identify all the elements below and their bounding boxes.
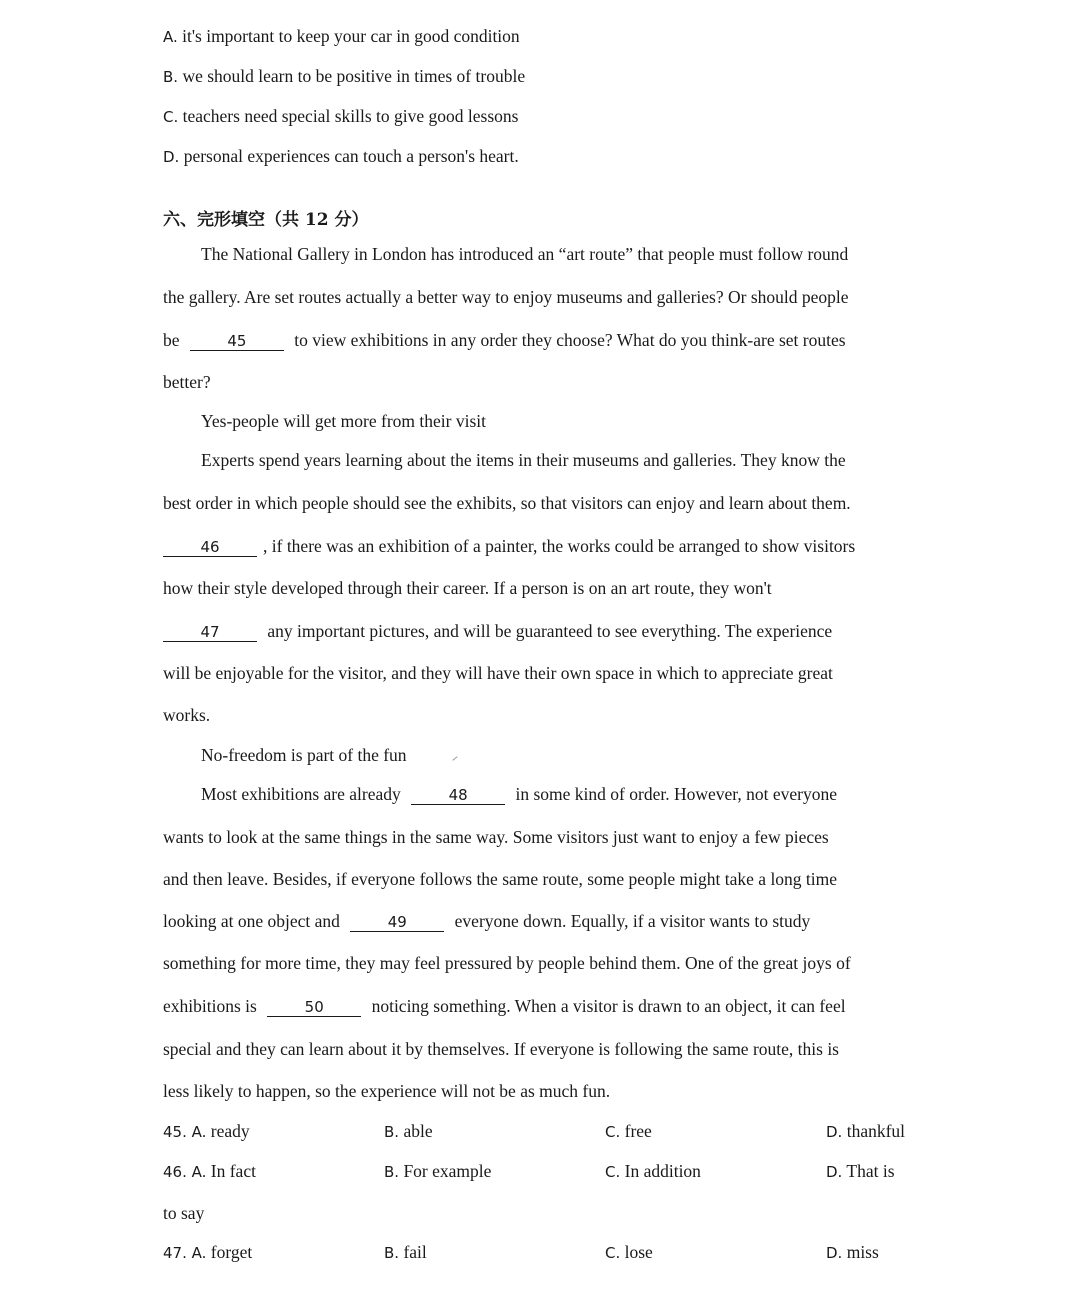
passage-line: less likely to happen, so the experience will not be as much fun. (163, 1081, 611, 1101)
prev-option-a: A. it's important to keep your car in good condition (163, 26, 520, 46)
passage-line: Most exhibitions are already 48 in some kind of order. However, not everyone (201, 784, 838, 804)
passage-line: special and they can learn about it by themselves. If everyone is following the same route, this is (163, 1039, 839, 1059)
blank-46: 46 (163, 539, 257, 557)
passage-line: will be enjoyable for the visitor, and they will have their own space in which to appreciate great (163, 663, 833, 683)
q47-option-a: 47. A. forget (163, 1242, 253, 1262)
q45-option-a: 45. A. ready (163, 1121, 250, 1141)
blank-45: 45 (190, 333, 284, 351)
passage-line: The National Gallery in London has introduced an “art route” that people must follow round (201, 244, 849, 264)
q46-option-d: D. That is (826, 1161, 895, 1181)
q47-option-d: D. miss (826, 1242, 879, 1262)
blank-49: 49 (350, 914, 444, 932)
passage-line: looking at one object and 49 everyone down. Equally, if a visitor wants to study (163, 911, 811, 931)
passage-line: best order in which people should see the exhibits, so that visitors can enjoy and learn about them. (163, 493, 851, 513)
prev-option-c: C. teachers need special skills to give good lessons (163, 106, 519, 126)
blank-50: 50 (267, 999, 361, 1017)
section-title: 六、完形填空（共 12 分） (163, 210, 369, 230)
passage-line: better? (163, 372, 211, 392)
blank-47: 47 (163, 624, 257, 642)
q46-option-c: C. In addition (605, 1161, 701, 1181)
passage-line: 47 any important pictures, and will be guaranteed to see everything. The experience (163, 621, 832, 642)
passage-line: something for more time, they may feel pressured by people behind them. One of the great joys of (163, 953, 851, 973)
passage-line: the gallery. Are set routes actually a better way to enjoy museums and galleries? Or should people (163, 287, 849, 307)
passage-line: works. (163, 705, 211, 725)
passage-line: wants to look at the same things in the same way. Some visitors just want to enjoy a few pieces (163, 827, 829, 847)
q47-option-c: C. lose (605, 1242, 653, 1262)
passage-line: 46 , if there was an exhibition of a painter, the works could be arranged to show visitors (163, 536, 855, 557)
passage-line: Experts spend years learning about the items in their museums and galleries. They know the (201, 450, 846, 470)
q47-option-b: B. fail (384, 1242, 427, 1262)
passage-line: exhibitions is 50 noticing something. When a visitor is drawn to an object, it can feel (163, 996, 846, 1016)
q46-option-b: B. For example (384, 1161, 492, 1181)
heading-no: No-freedom is part of the fun (201, 745, 407, 765)
heading-yes: Yes-people will get more from their visit (201, 411, 486, 431)
q45-option-d: D. thankful (826, 1121, 906, 1141)
stray-mark (452, 756, 457, 761)
q46-option-a: 46. A. In fact (163, 1161, 256, 1181)
passage-line: how their style developed through their career. If a person is on an art route, they won't (163, 578, 772, 598)
q45-option-c: C. free (605, 1121, 652, 1141)
passage-line: and then leave. Besides, if everyone follows the same route, some people might take a long time (163, 869, 838, 889)
prev-option-b: B. we should learn to be positive in times of trouble (163, 66, 526, 86)
prev-option-d: D. personal experiences can touch a person's heart. (163, 146, 519, 166)
q46-option-d-wrap: to say (163, 1203, 205, 1223)
passage-line: be 45 to view exhibitions in any order they choose? What do you think-are set routes (163, 330, 846, 350)
blank-48: 48 (411, 787, 505, 805)
q45-option-b: B. able (384, 1121, 433, 1141)
